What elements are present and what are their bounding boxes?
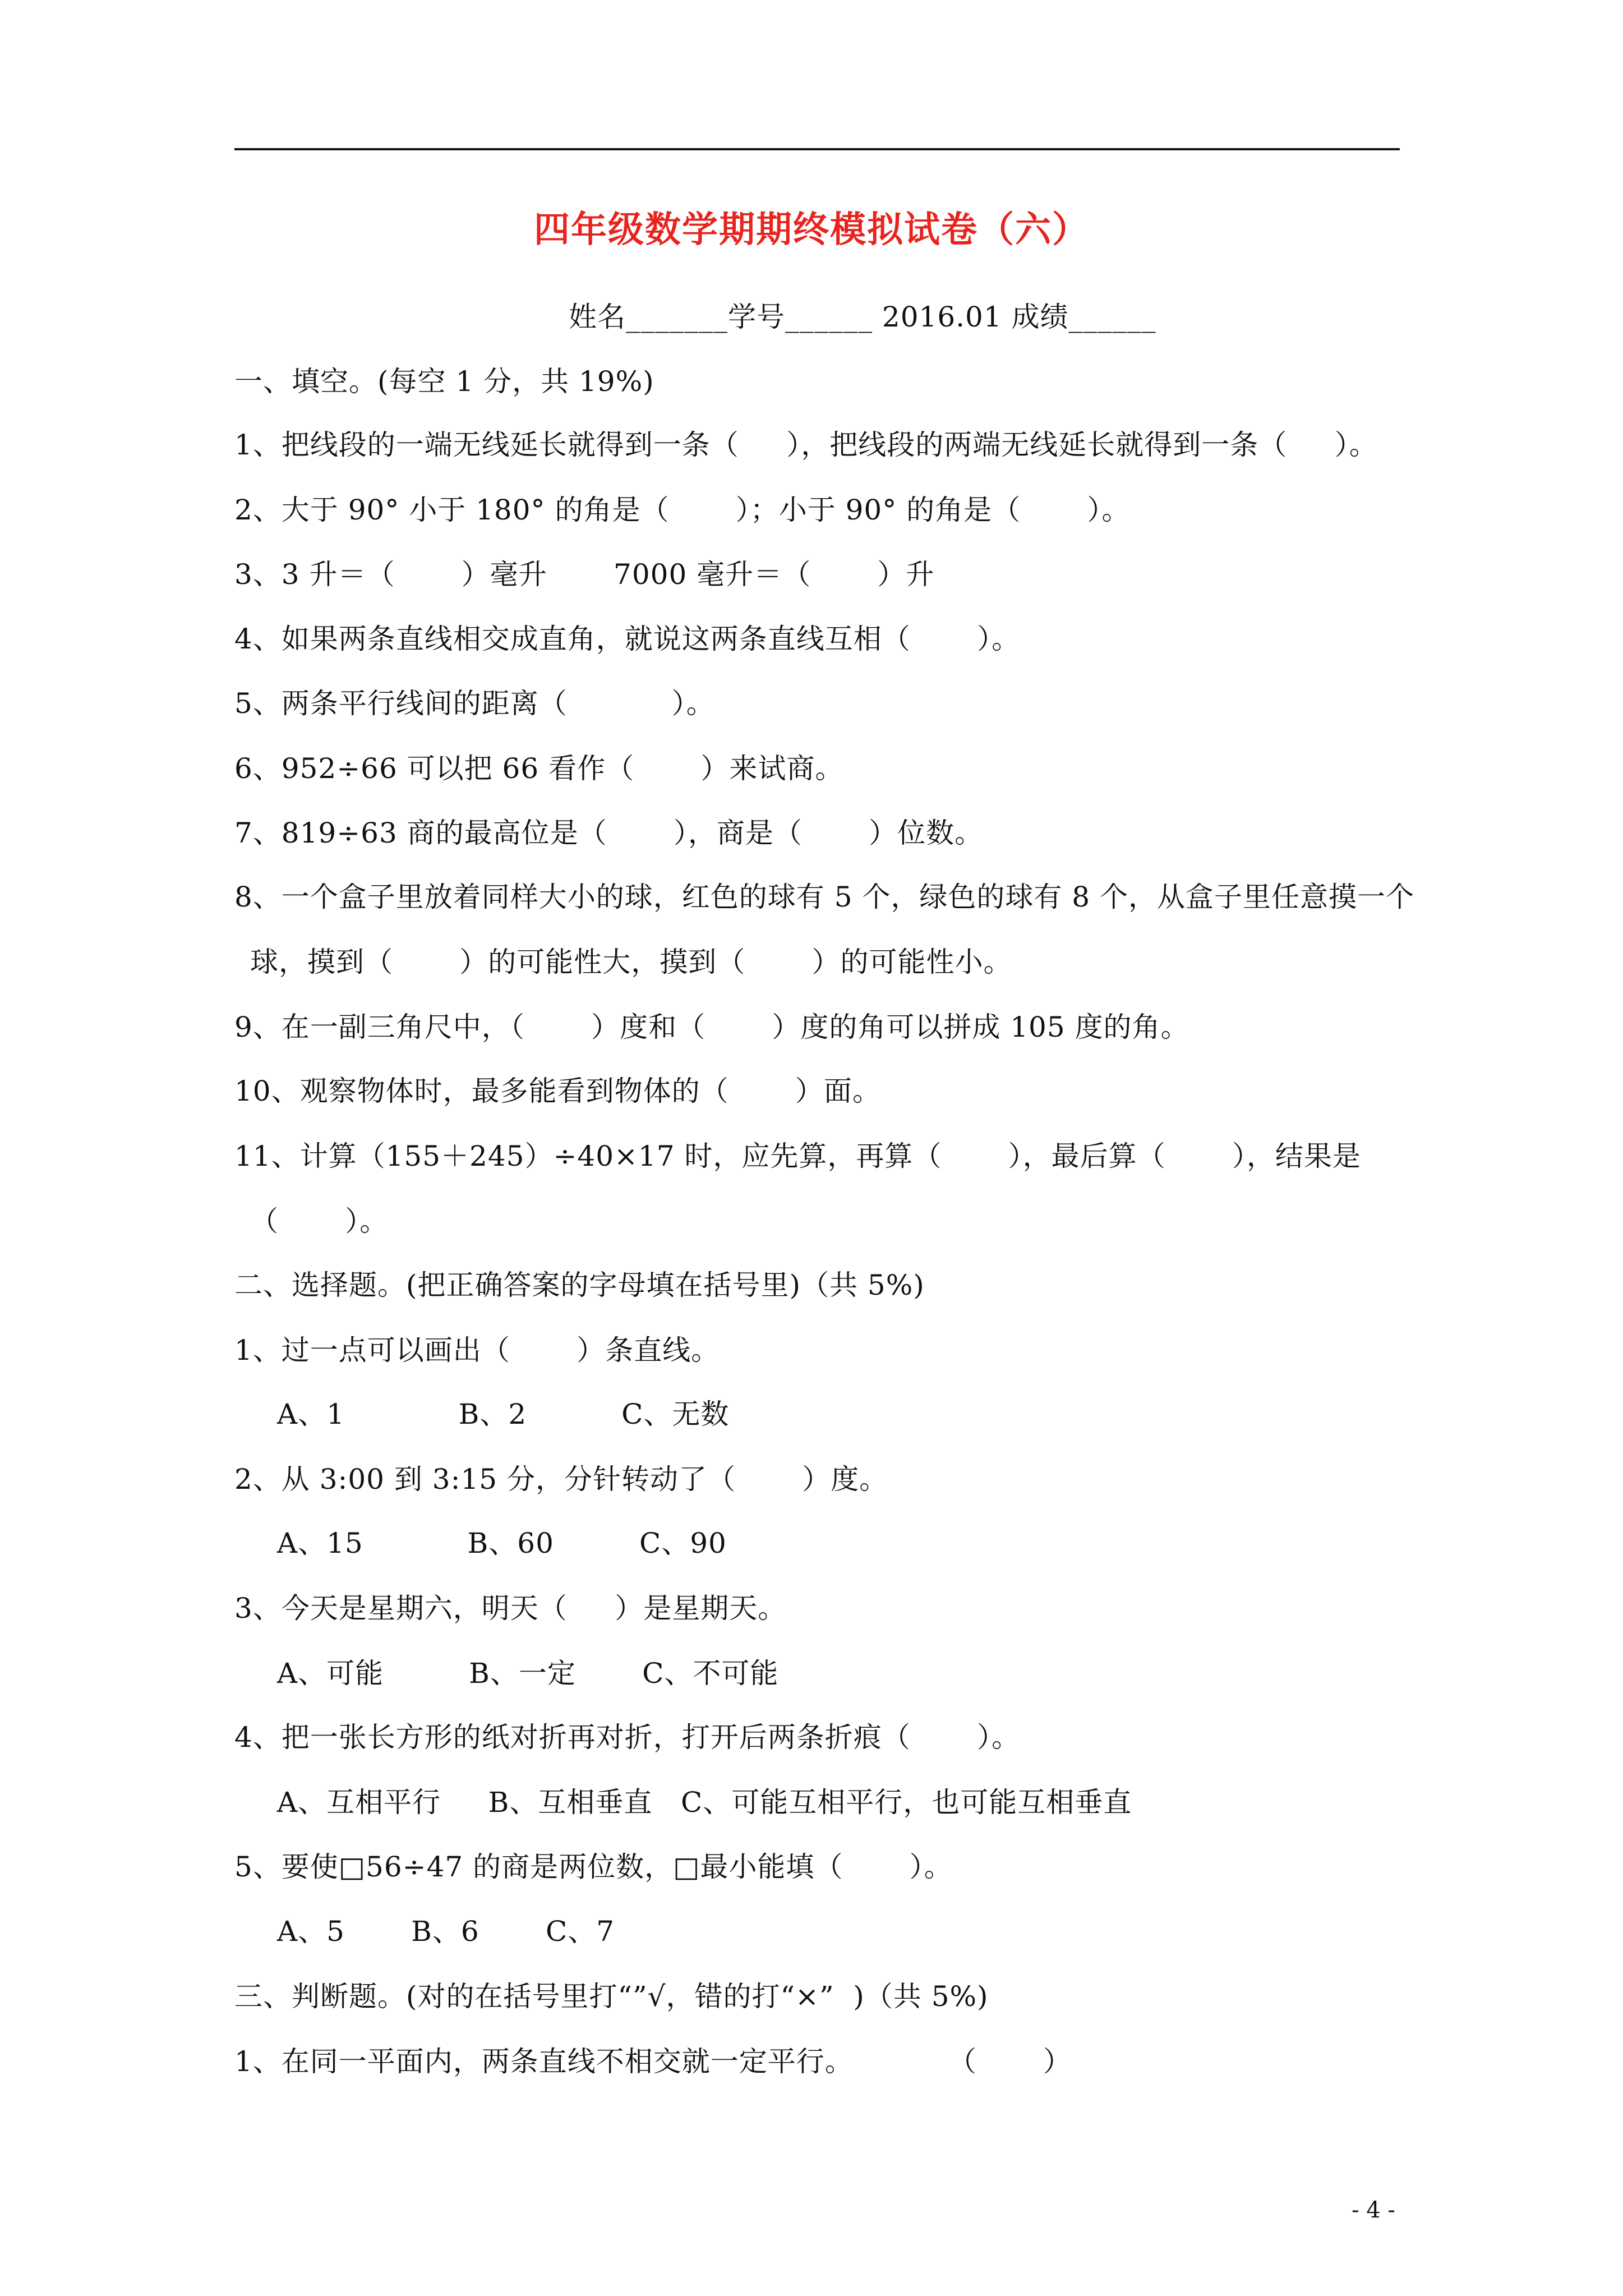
question-2-2-options: A、15 B、60 C、90 [277, 1527, 727, 1559]
question-1-9: 9、在一副三角尺中，（ ）度和（ ）度的角可以拼成 105 度的角。 [234, 1011, 1189, 1043]
question-2-1: 1、过一点可以画出（ ）条直线。 [234, 1334, 720, 1366]
question-1-10: 10、观察物体时，最多能看到物体的（ ）面。 [234, 1075, 881, 1107]
section2-heading: 二、选择题。(把正确答案的字母填在括号里)（共 5%) [234, 1269, 925, 1301]
question-1-11-line2: （ ）。 [250, 1205, 389, 1237]
question-2-1-options: A、1 B、2 C、无数 [277, 1398, 730, 1430]
question-2-4-options: A、互相平行 B、互相垂直 C、可能互相平行，也可能互相垂直 [277, 1786, 1132, 1819]
question-1-8-line2: 球，摸到（ ）的可能性大，摸到（ ）的可能性小。 [250, 946, 1012, 978]
question-2-3: 3、今天是星期六，明天（ ）是星期天。 [234, 1592, 787, 1625]
question-2-3-options: A、可能 B、一定 C、不可能 [277, 1657, 779, 1690]
question-1-2: 2、大于 90° 小于 180° 的角是（ ）；小于 90° 的角是（ ）。 [234, 494, 1131, 526]
question-1-6: 6、952÷66 可以把 66 看作（ ）来试商。 [234, 752, 844, 785]
question-1-8-line1: 8、一个盒子里放着同样大小的球，红色的球有 5 个，绿色的球有 8 个，从盒子里任意摸一个 [234, 881, 1415, 913]
question-2-4: 4、把一张长方形的纸对折再对折，打开后两条折痕（ ）。 [234, 1721, 1021, 1754]
question-2-2: 2、从 3:00 到 3:15 分，分针转动了（ ）度。 [234, 1463, 888, 1496]
question-1-5: 5、两条平行线间的距离（ ）。 [234, 687, 715, 720]
header-rule [234, 148, 1400, 150]
section1-heading: 一、填空。(每空 1 分，共 19%) [234, 365, 654, 398]
page-title: 四年级数学期期终模拟试卷（六） [534, 209, 1089, 251]
question-1-7: 7、819÷63 商的最高位是（ ），商是（ ）位数。 [234, 817, 984, 849]
question-2-5-options: A、5 B、6 C、7 [277, 1915, 615, 1948]
question-1-4: 4、如果两条直线相交成直角，就说这两条直线互相（ ）。 [234, 623, 1021, 655]
question-2-5: 5、要使□56÷47 的商是两位数，□最小能填（ ）。 [234, 1851, 953, 1883]
question-1-1: 1、把线段的一端无线延长就得到一条（ ），把线段的两端无线延长就得到一条（ ）。 [234, 429, 1378, 461]
question-1-11-line1: 11、计算（155＋245）÷40×17 时，应先算，再算（ ），最后算（ ），结果是 [234, 1140, 1361, 1172]
student-info-line: 姓名_______学号______ 2016.01 成绩______ [569, 301, 1156, 333]
question-1-3: 3、3 升＝（ ）毫升 7000 毫升＝（ ）升 [234, 558, 935, 591]
section3-heading: 三、判断题。(对的在括号里打“”√，错的打“×” )（共 5%) [234, 1980, 989, 2013]
page-number: - 4 - [1352, 2197, 1395, 2223]
question-3-1: 1、在同一平面内，两条直线不相交就一定平行。 （ ） [234, 2045, 1072, 2078]
